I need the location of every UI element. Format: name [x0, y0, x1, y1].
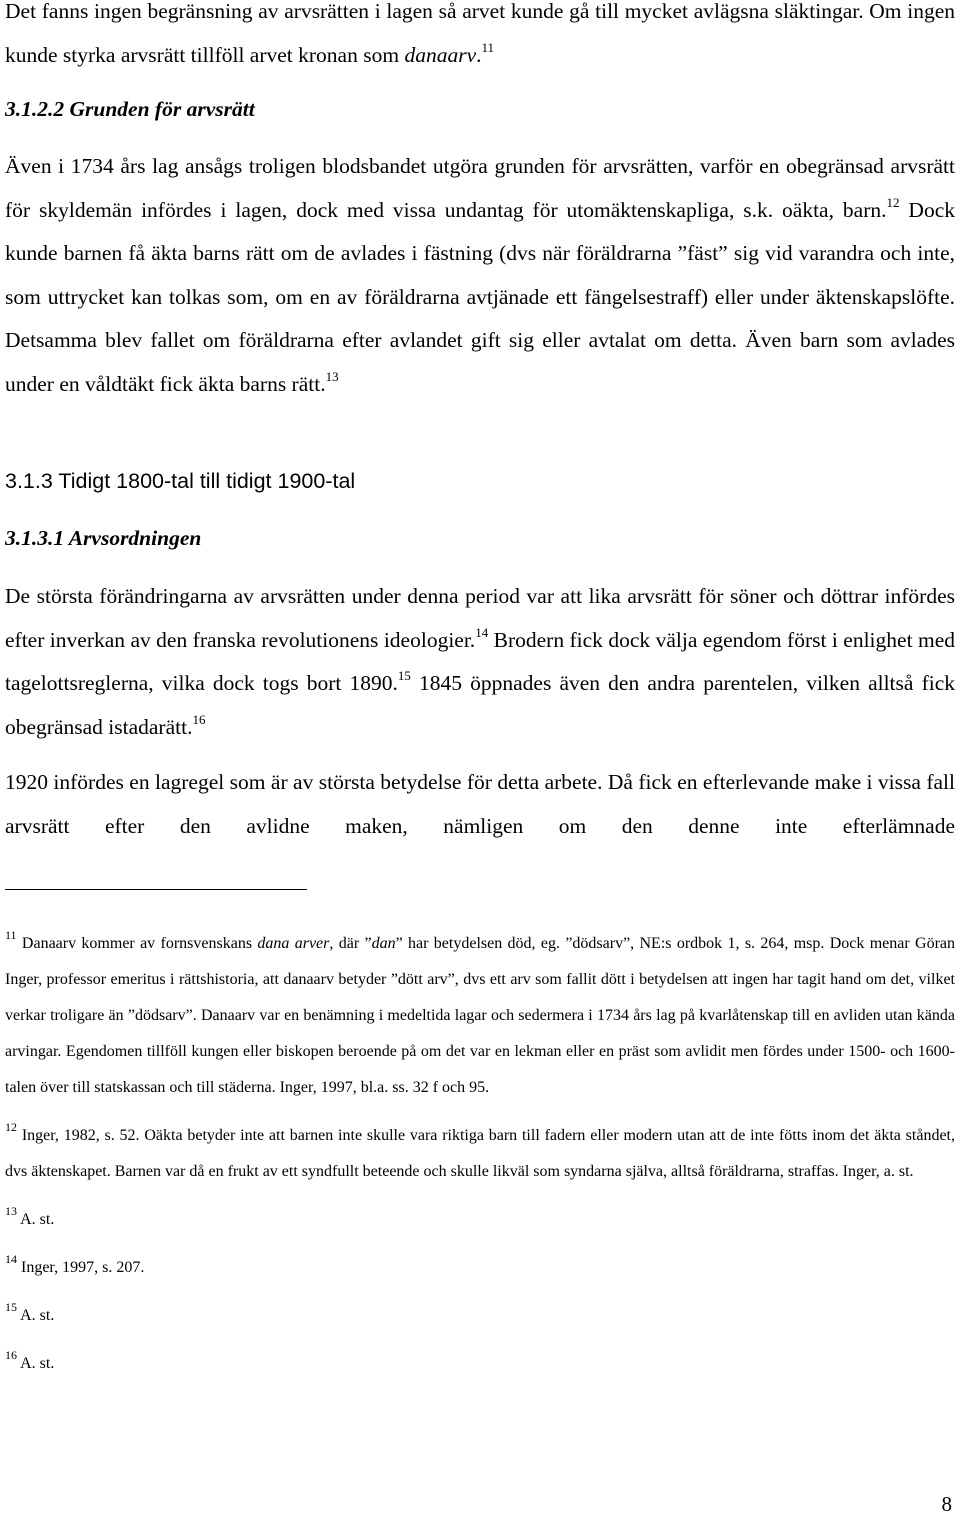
footnote-text: A. st.: [20, 1355, 55, 1372]
top-paragraph-text: Det fanns ingen begränsning av arvsrätten i lagen så arvet kunde gå till mycket avlägsna släktingar. Om ingen kunde styrka arvsrätt tillföll arvet kronan som: [5, 0, 955, 67]
footnote-text: , där ”: [329, 935, 372, 952]
footnote-text: ” har betydelsen död, eg. ”dödsarv”, NE:s ordbok 1, s. 264, msp. Dock menar Göran Inger, professor emeritus i rättshistoria, att danaarv betyder ”dött arv”, dvs ett arv som fallit dött i betydelsen att ingen har tagit hand om det, vilket verkar troligare än ”dödsarv”. Danaarv var en benämning i medeltida lagar och sedermera i 1734 års lag på kvarlåtenskap till en avliden utan kända arvingar. Egendomen tillföll kungen eller biskopen beroende på om det var en lekman eller en präst som avlidit men fördes under 1500- och 1600-talen över till statskassan och till städerna. Inger, 1997, bl.a. ss. 32 f och 95.: [5, 935, 956, 1096]
top-paragraph-end: .: [476, 42, 482, 67]
paragraph-text: Även i 1734 års lag ansågs troligen blodsbandet utgöra grunden för arvsrätten, varför en obegränsad arvsrätt för skyldemän infördes i lagen, dock med vissa undantag för utomäktenskapliga, s.k. oäkta, barn.: [5, 154, 955, 222]
footnote-ref-11[interactable]: 11: [481, 39, 495, 55]
paragraph-text: Brodern fick dock välja egendom först i enlighet med tagelottsreglerna, vilka dock togs bort 1890.: [5, 627, 955, 695]
paragraph-arvsordningen: [5, 575, 955, 749]
paragraph-text: De största förändringarna av arvsrätten under denna period var att lika arvsrätt för söner och döttrar infördes efter inverkan av den franska revolutionens ideologier.: [5, 584, 955, 652]
footnote-text: Inger, 1982, s. 52. Oäkta betyder inte att barnen inte skulle vara riktiga barn till fadern eller modern utan att de inte fötts inom det äkta ståndet, dvs äktenskapet. Barnen var då en frukt av ett syndfullt beteende och skulle likväl som syndarna själva, alltså föräldrarna, straffas. Inger, a. st.: [5, 1127, 956, 1180]
section-heading-3-1-3-1: 3.1.3.1 Arvsordningen: [5, 526, 202, 550]
page-number: 8: [941, 1492, 952, 1516]
paragraph-1920: 1920 infördes en lagregel som är av största betydelse för detta arbete. Då fick en efterlevande make i vissa fall arvsrätt efter den avlidne maken, nämligen om den denne inte efterlämnade: [5, 770, 955, 838]
footnote-ref-16[interactable]: 16: [192, 711, 206, 727]
footnote-11: [5, 926, 955, 1106]
footnote-text: A. st.: [20, 1211, 55, 1228]
section-number: 3.1.2.2: [5, 97, 65, 121]
footnote-number: 12: [5, 1120, 17, 1134]
section-heading-3-1-2-2: [5, 88, 255, 132]
footnote-ref-12[interactable]: 12: [886, 194, 900, 210]
footnote-ref-15[interactable]: 15: [397, 668, 411, 683]
top-paragraph-italic: danaarv: [404, 42, 477, 67]
footnotes: [5, 926, 955, 1394]
footnote-16: [5, 1346, 955, 1382]
footnote-number: 14: [5, 1252, 17, 1266]
footnote-number: 11: [5, 928, 17, 942]
paragraph-text: Dock kunde barnen få äkta barns rätt om de avlades i fästning (dvs när föräldrarna ”fäst” sig vid varandra och inte, som uttrycket kan tolkas som, om en av föräldrarna avtjänade ett fängelsestraff) eller under äktenskapslöfte. Detsamma blev fallet om föräldrarna efter avlandet gift sig eller avtalat om detta. Även barn som avlades under en våldtäkt fick äkta barns rätt.: [5, 197, 955, 396]
footnote-12: [5, 1118, 955, 1190]
footnote-ref-13[interactable]: 13: [325, 368, 339, 384]
footnote-text: dan: [371, 935, 396, 952]
footnote-number: 16: [5, 1348, 17, 1362]
top-paragraph: [5, 0, 955, 77]
footnote-number: 15: [5, 1300, 17, 1314]
footnote-text: dana arver: [257, 935, 330, 952]
footnote-text: Danaarv kommer av fornsvenskans: [21, 935, 258, 952]
paragraph-text: 1845 öppnades även den andra parentelen, vilken alltså fick obegränsad istadarätt.: [5, 671, 955, 739]
footnote-13: [5, 1202, 955, 1238]
paragraph-grunden: [5, 145, 955, 406]
footnote-text: Inger, 1997, s. 207.: [21, 1259, 145, 1276]
footnote-ref-14[interactable]: 14: [475, 624, 489, 640]
footnote-15: [5, 1298, 955, 1334]
footnote-number: 13: [5, 1204, 17, 1218]
footnote-14: [5, 1250, 955, 1286]
section-heading-3-1-3: 3.1.3 Tidigt 1800-tal till tidigt 1900-tal: [5, 469, 356, 493]
footnote-separator: [5, 889, 307, 890]
footnote-text: A. st.: [20, 1307, 55, 1324]
section-title: Grunden för arvsrätt: [69, 97, 255, 121]
